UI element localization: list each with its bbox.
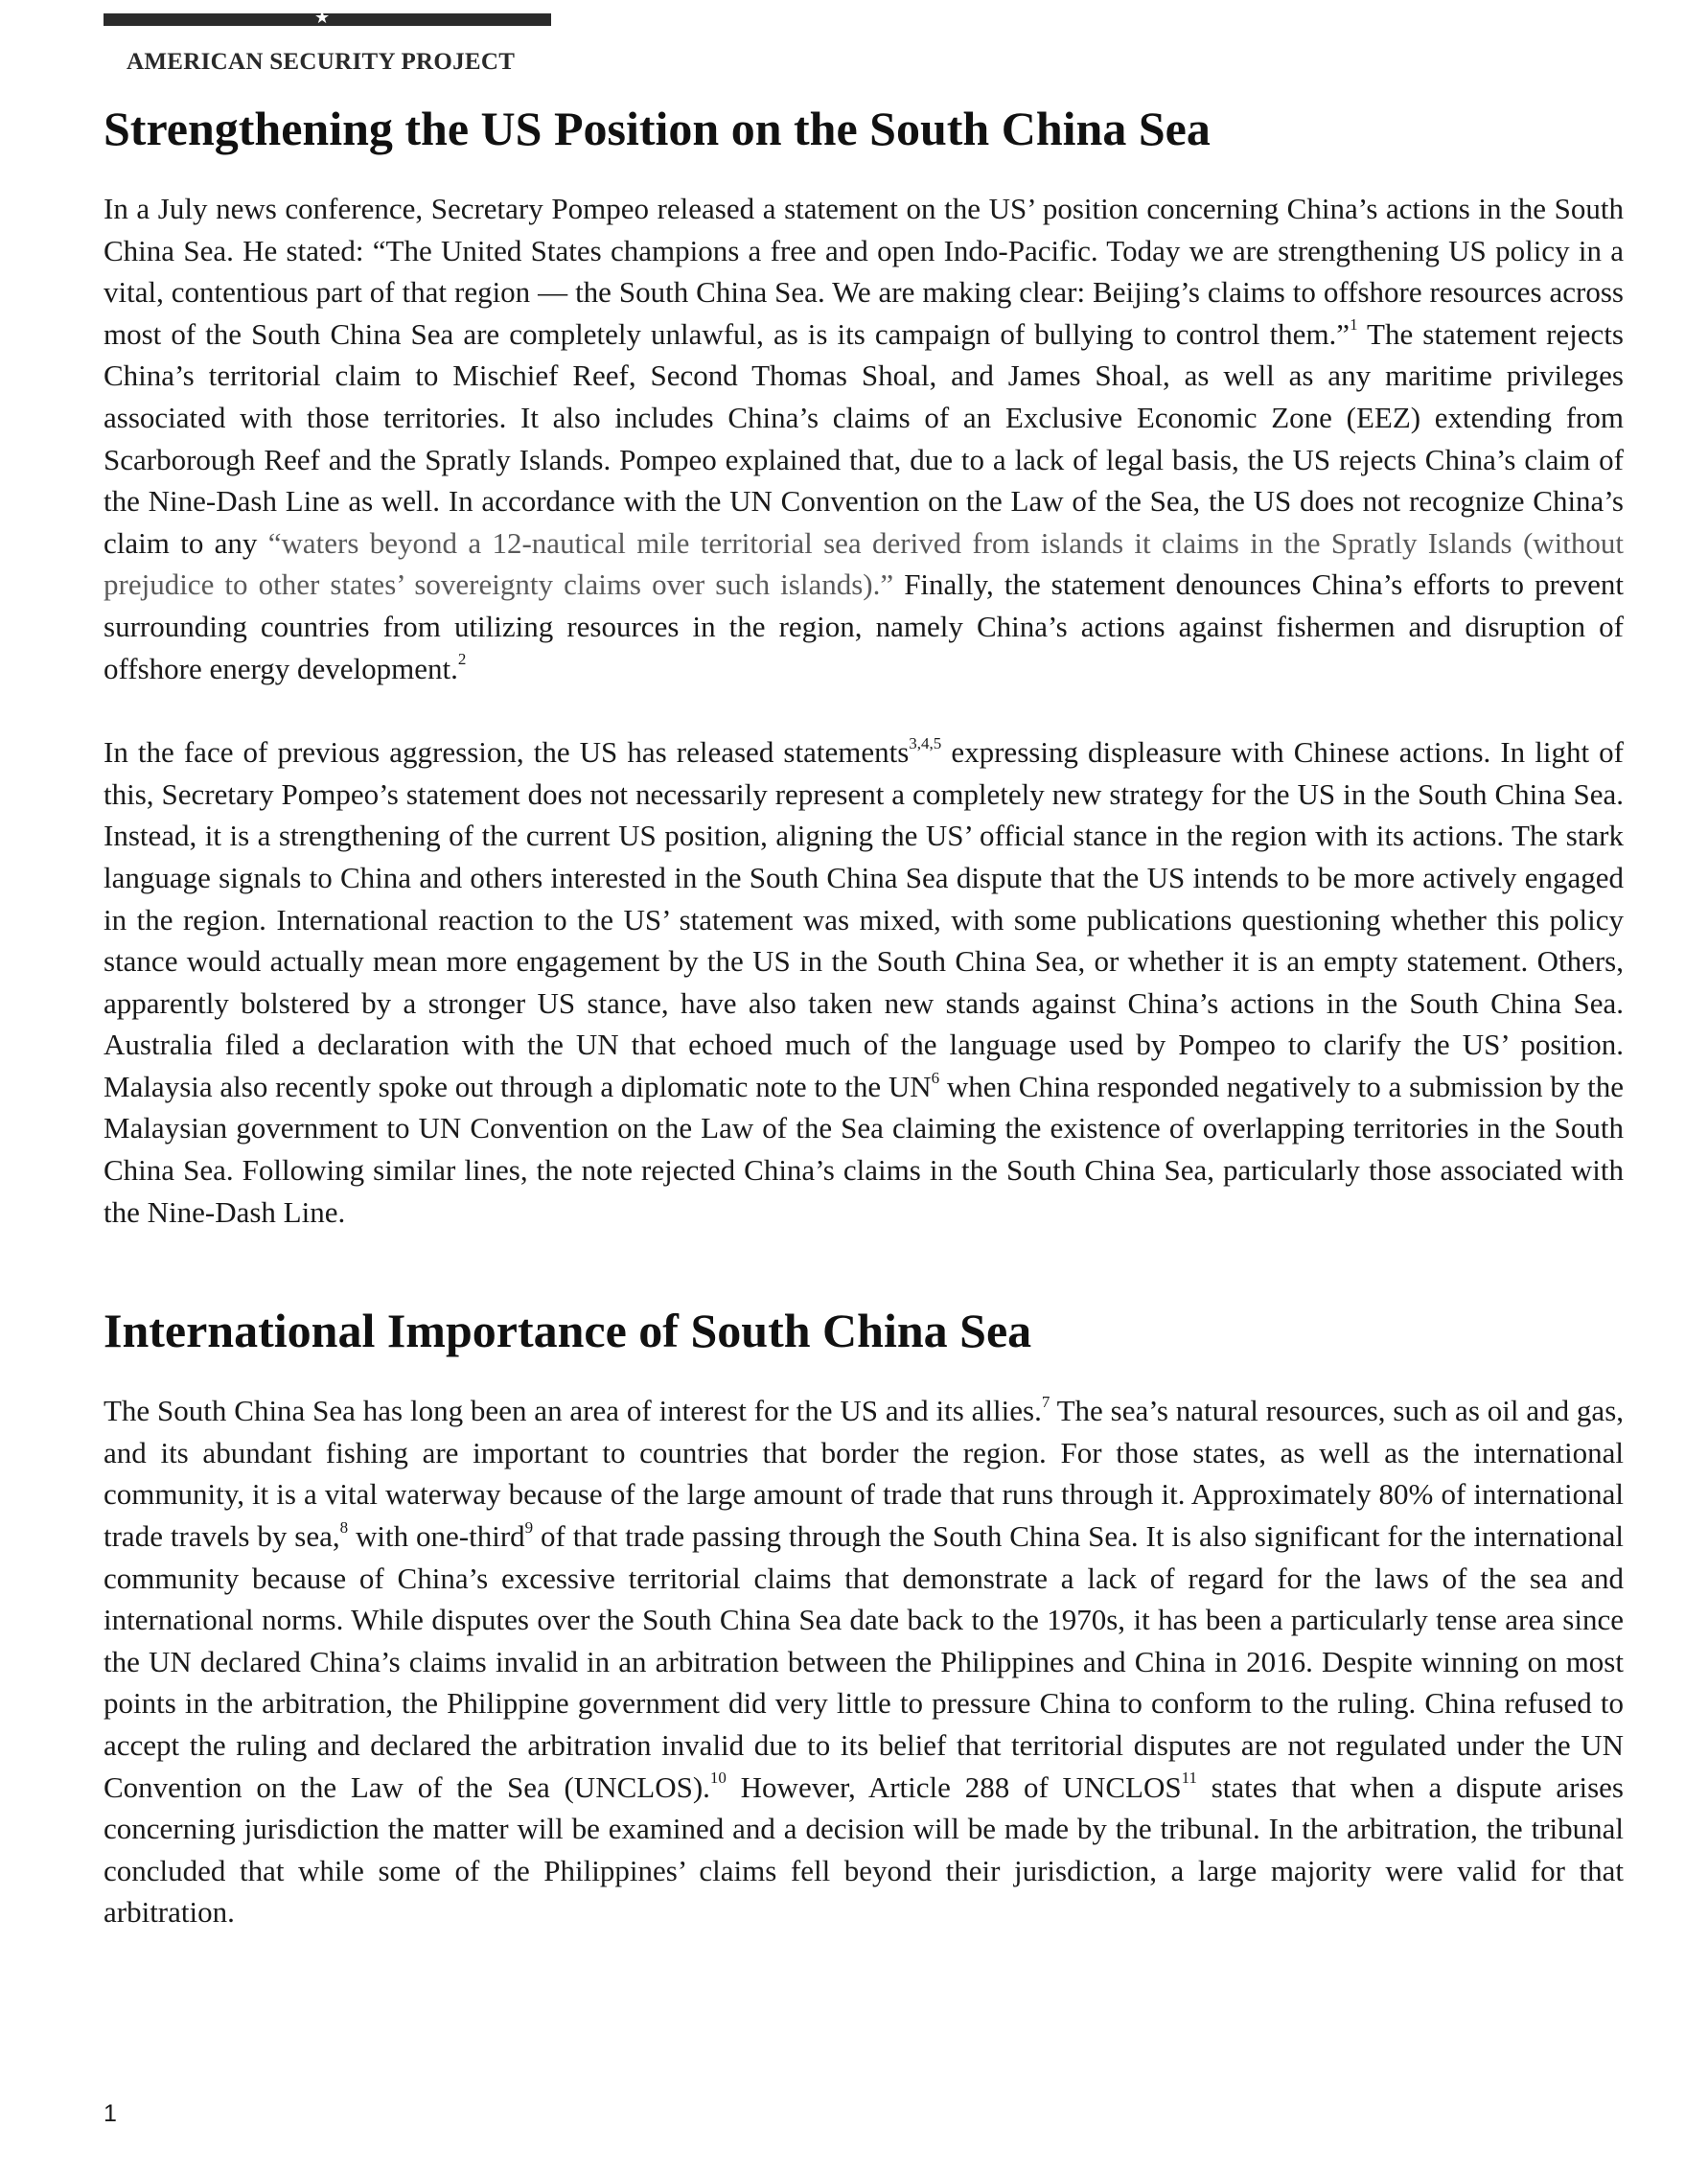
footnote-ref-7: 7 <box>1041 1392 1050 1411</box>
text-run: The sea’s natural resources, such as oil and gas, and its abundant fishing are important to countries that border the region. For those states, as well as the international community, it is a vital waterway because of the large amount of trade that runs through it. Approximately 80% of international trade travels by sea, <box>104 1394 1625 1554</box>
masthead <box>104 8 551 76</box>
paragraph-pompeo-statement <box>104 188 1624 689</box>
paragraph-international-reaction <box>104 731 1624 1233</box>
text-run: The statement rejects China’s territorial claim to Mischief Reef, Second Thomas Shoal, and James Shoal, as well as any maritime privileges associated with those territories. It also includes China’s claims of an Exclusive Economic Zone (EEZ) extending from Scarborough Reef and the Spratly Islands. Pompeo explained that, due to a lack of legal basis, the US rejects China’s claim of the Nine-Dash Line as well. In accordance with the UN Convention on the Law of the Sea, the US does not recognize China’s claim to any <box>104 316 1624 560</box>
text-run: with one-third <box>348 1519 525 1554</box>
text-run: Finally, the statement denounces China’s efforts to prevent surrounding countries from utilizing resources in the region, namely China’s actions against fishermen and disruption of offshore energy development. <box>104 567 1624 685</box>
footnote-ref-1: 1 <box>1350 315 1358 335</box>
footnote-ref-6: 6 <box>931 1068 940 1087</box>
brand-name: AMERICAN SECURITY PROJECT <box>127 49 516 75</box>
footnote-ref-10: 10 <box>709 1769 727 1788</box>
section-title-international-importance: International Importance of South China Sea <box>104 1304 1032 1358</box>
footnote-ref-9: 9 <box>524 1517 534 1537</box>
text-run: when China responded negatively to a submission by the Malaysian government to UN Convention on the Law of the Sea claiming the existence of overlapping territories in the South China Sea. Following similar lines, the note rejected China’s claims in the South China Sea, particularly those associated with the Nine-Dash Line. <box>104 1069 1624 1229</box>
footnote-ref-8: 8 <box>339 1517 349 1537</box>
text-run: However, Article 288 of UNCLOS <box>726 1769 1182 1804</box>
text-run: In a July news conference, Secretary Pompeo released a statement on the US’ position concerning China’s actions in the South China Sea. He stated: “The United States champions a free and open Indo-Pacific. Today we are strengthening US policy in a vital, contentious part of that region — the South China Sea. We are making clear: Beijing’s claims to offshore resources across most of the South China Sea are completely unlawful, as is its campaign of bullying to control them.” <box>104 192 1624 351</box>
star-icon: ★ <box>314 8 331 28</box>
text-run: In the face of previous aggression, the US has released statements <box>104 735 910 770</box>
page-number: 1 <box>104 2100 117 2127</box>
text-run: of that trade passing through the South China Sea. It is also significant for the international community because of China’s excessive territorial claims that demonstrate a lack of regard for the laws of the sea and international norms. While disputes over the South China Sea date back to the 1970s, it has been a particularly tense area since the UN declared China’s claims invalid in an arbitration between the Philippines and China in 2016. Despite winning on most points in the arbitration, the Philippine government did very little to pressure China to conform to the ruling. China refused to accept the ruling and declared the arbitration invalid due to its belief that territorial disputes are not regulated under the UN Convention on the Law of the Sea (UNCLOS). <box>104 1519 1624 1804</box>
section-title-strengthening: Strengthening the US Position on the South China Sea <box>104 102 1211 155</box>
document-body <box>104 96 1624 1933</box>
quoted-statement: “waters beyond a 12-nautical mile territorial sea derived from islands it claims in the Spratly Islands (without prejudice to other states’ sovereignty claims over such islands).” <box>104 525 1624 602</box>
footnote-ref-11: 11 <box>1181 1769 1197 1788</box>
footnote-ref-3-4-5: 3,4,5 <box>909 733 942 752</box>
masthead-bar <box>104 8 551 28</box>
footnote-ref-2: 2 <box>457 650 467 669</box>
text-run: The South China Sea has long been an area of interest for the US and its allies. <box>104 1394 1042 1428</box>
text-run: expressing displeasure with Chinese actions. In light of this, Secretary Pompeo’s statement does not necessarily represent a completely new strategy for the US in the South China Sea. Instead, it is a strengthening of the current US position, aligning the US’ official stance in the region with its actions. The stark language signals to China and others interested in the South China Sea dispute that the US intends to be more actively engaged in the region. International reaction to the US’ statement was mixed, with some publications questioning whether this policy stance would actually mean more engagement by the US in the South China Sea, or whether it is an empty statement. Others, apparently bolstered by a stronger US stance, have also taken new stands against China’s actions in the South China Sea. Australia filed a declaration with the UN that echoed much of the language used by Pompeo to clarify the US’ position. Malaysia also recently spoke out through a diplomatic note to the UN <box>104 735 1624 1103</box>
text-run: states that when a dispute arises concerning jurisdiction the matter will be examined and a decision will be made by the tribunal. In the arbitration, the tribunal concluded that while some of the Philippines’ claims fell beyond their jurisdiction, a large majority were valid for that arbitration. <box>104 1769 1624 1930</box>
paragraph-south-china-sea-importance <box>104 1390 1624 1933</box>
